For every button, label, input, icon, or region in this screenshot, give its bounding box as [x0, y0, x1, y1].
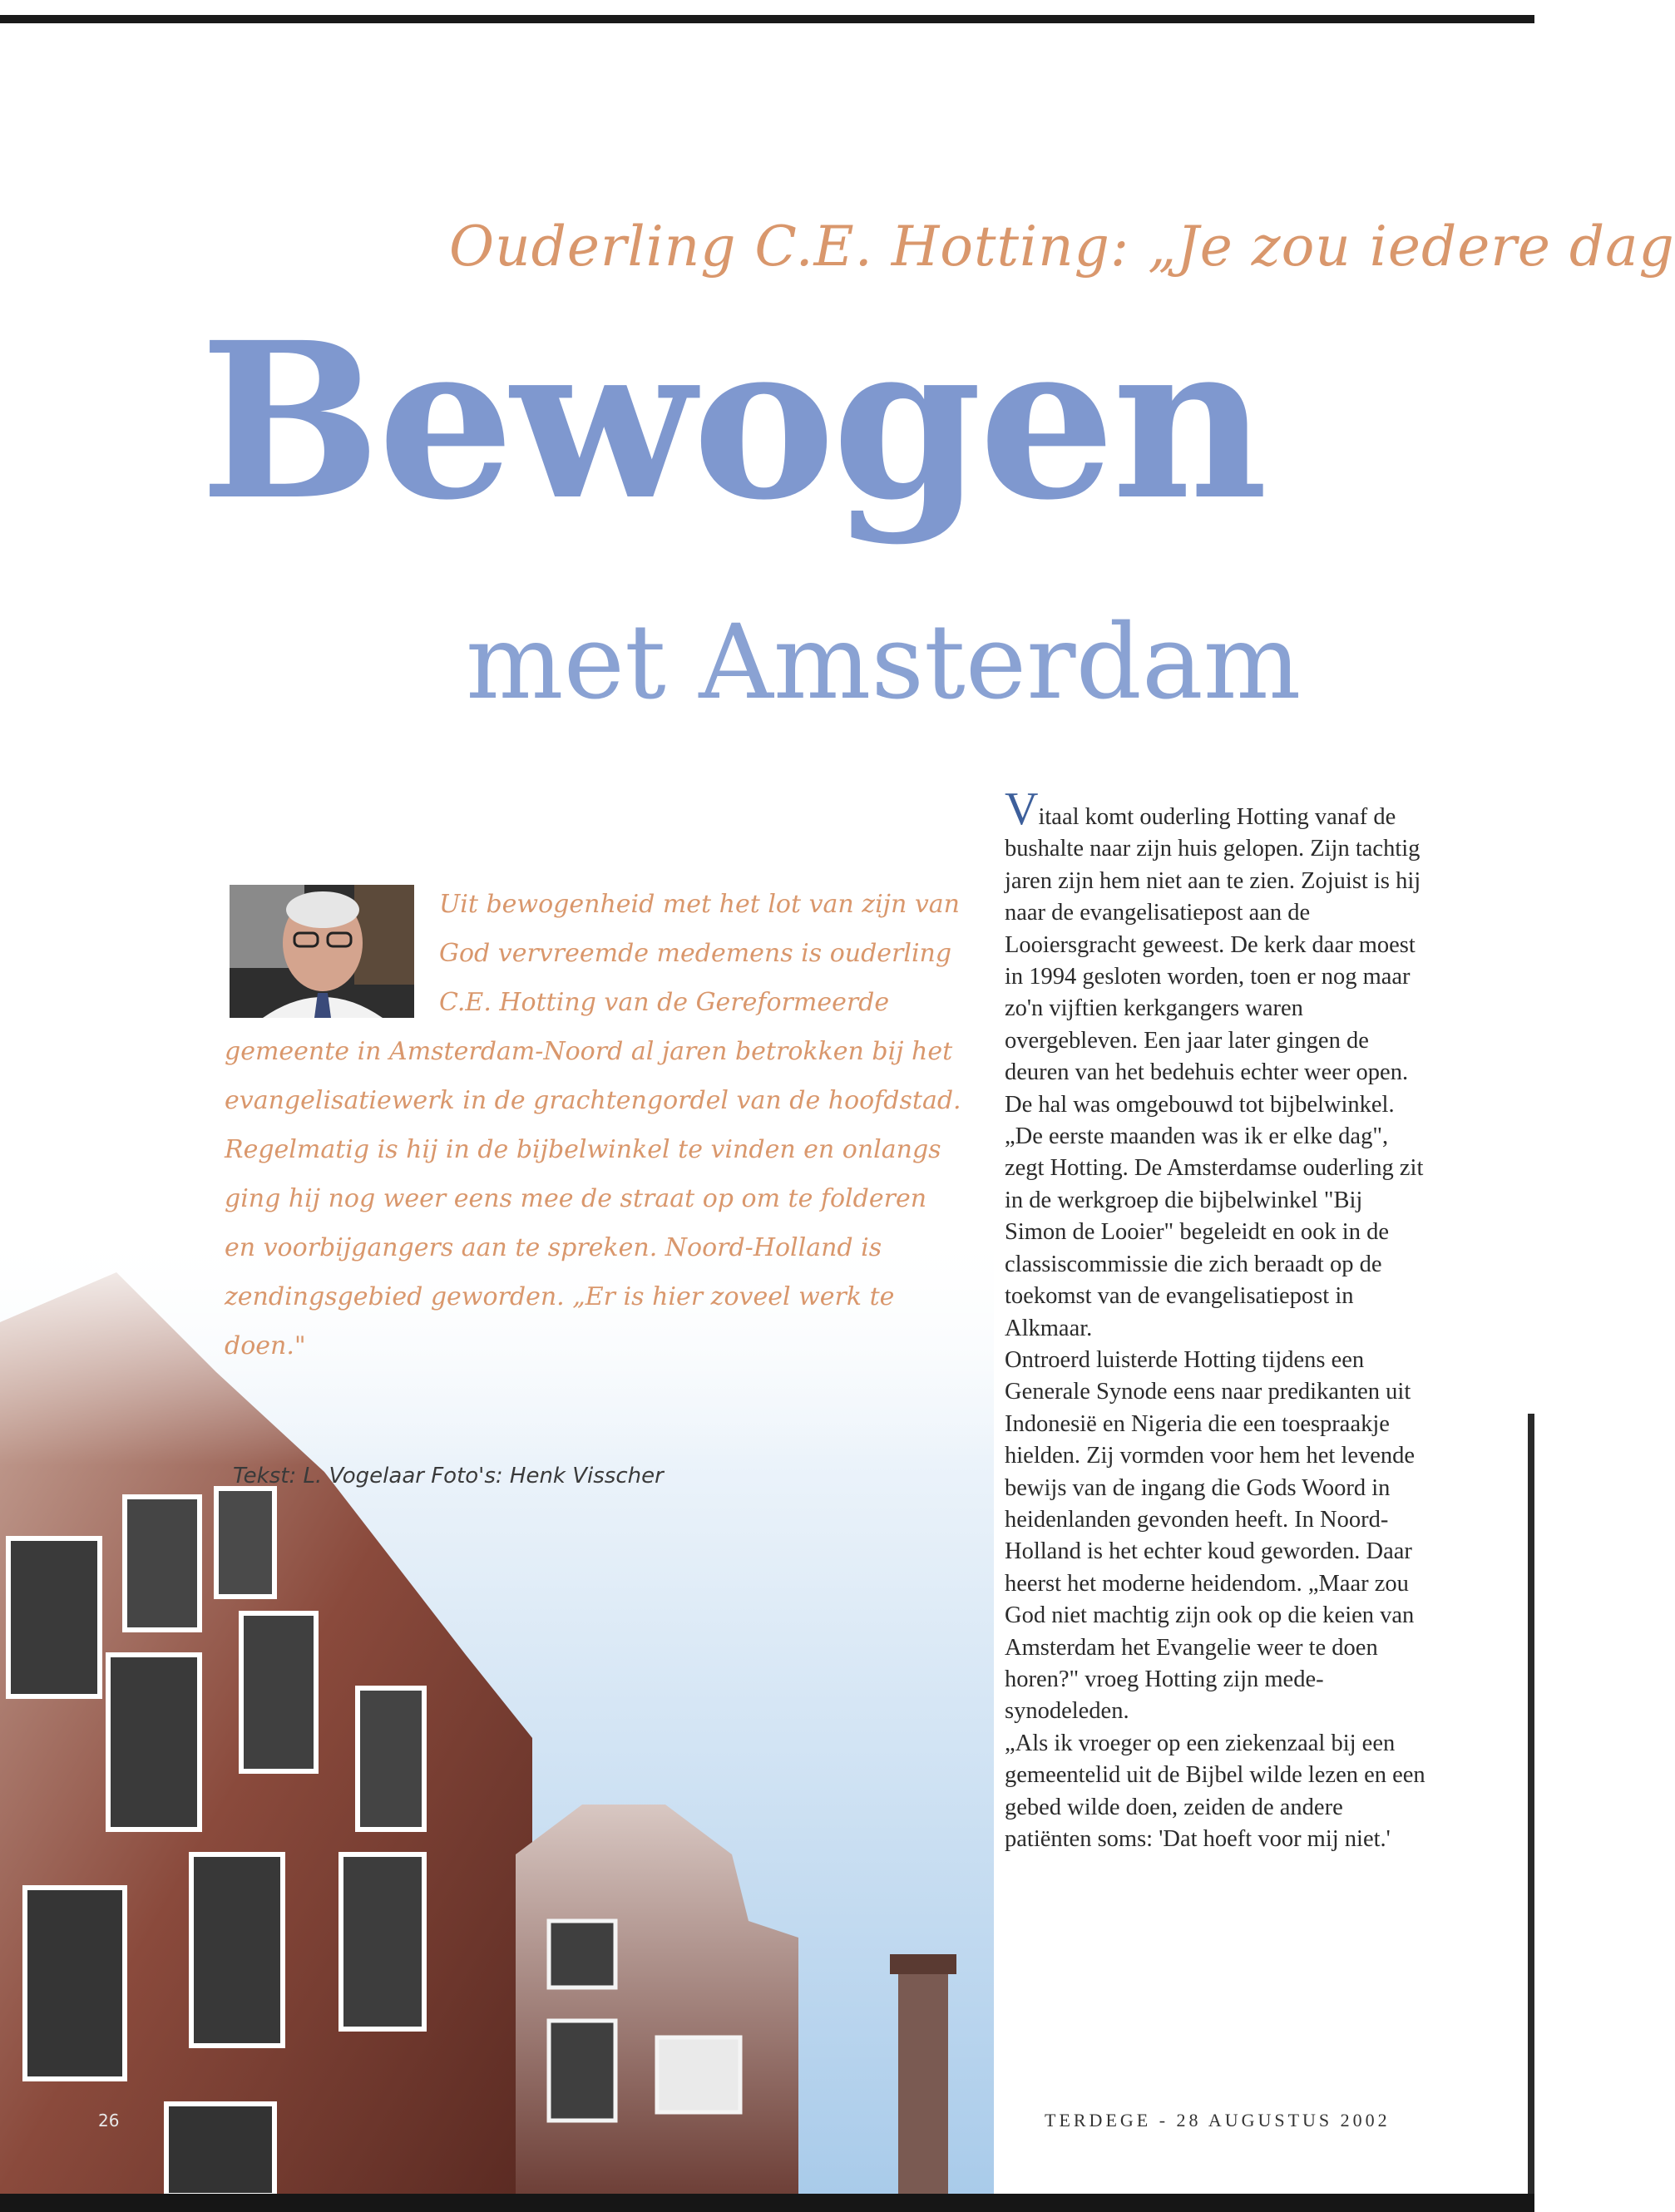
portrait-spacer — [225, 880, 439, 1023]
body-column — [1005, 783, 1429, 1855]
page-edge — [1528, 1414, 1534, 2212]
kicker: Ouderling C.E. Hotting: „Je zou iedere dag — [449, 215, 1675, 279]
folio: TERDEGE - 28 AUGUSTUS 2002 — [1045, 2110, 1391, 2131]
body-paragraph: „Als ik vroeger op een ziekenzaal bij een gemeentelid uit de Bijbel wilde lezen en een gebed wilde doen, zeiden de andere patiënten soms: 'Dat hoeft voor mij niet.' — [1005, 1730, 1425, 1852]
body-text: itaal komt ouderling Hotting vanaf de bushalte naar zijn huis gelopen. Zijn tachtig jaren zijn hem niet aan te zien. Zojuist is hij naar de evangelisatiepost aan de Looiersgracht geweest. De kerk daar moest in 1994 gesloten worden, toen er nog maar zo'n vijftien kerkgangers waren overgebleven. Een jaar later gingen de deuren van het bedehuis echter weer open. De hal was omgebouwd tot bijbelwinkel. „De eerste maanden was ik er elke dag", zegt Hotting. De Amsterdamse ouderling zit in de werkgroep die bijbelwinkel "Bij Simon de Looier" begeleidt en ook in de classiscommissie die zich beraadt op de toekomst van de evangelisatiepost in Alkmaar. — [1005, 804, 1424, 1341]
headline-main: Bewogen — [200, 295, 1265, 547]
page-number: 26 — [98, 2111, 120, 2131]
body-paragraph — [1005, 783, 1429, 1345]
intro-text: Uit bewogenheid met het lot van zijn van God vervreemde medemens is ouderling C.E. Hotting van de Gereformeerde gemeente in Amsterdam-Noord al jaren betrokken bij het evangelisatiewerk in de grachtengordel van de hoofdstad. Regelmatig is hij in de bijbelwinkel te vinden en onlangs ging hij nog weer eens mee de straat op om te folderen en voorbijgangers aan te spreken. Noord-Holland is zendingsgebied geworden. „Er is hier zoveel werk te doen." — [225, 890, 961, 1360]
top-rule — [0, 15, 1534, 23]
drop-cap: V — [1005, 783, 1039, 835]
intro-paragraph — [225, 880, 965, 1370]
body-paragraph: Ontroerd luisterde Hotting tijdens een Generale Synode eens naar predikanten uit Indonesië en Nigeria die een toespraakje hielden. Zij vormden voor hem het levende bewijs van de ingang die Gods Woord in heidenlanden gevonden heeft. In Noord-Holland is het echter koud geworden. Daar heerst het moderne heidendom. „Maar zou God niet machtig zijn ook op die keien van Amsterdam het Evangelie weer te doen horen?" vroeg Hotting zijn mede-synodeleden. — [1005, 1346, 1416, 1725]
headline-sub: met Amsterdam — [466, 603, 1302, 723]
credits: Tekst: L. Vogelaar Foto's: Henk Visscher — [233, 1464, 664, 1489]
bottom-rule — [0, 2194, 1534, 2212]
